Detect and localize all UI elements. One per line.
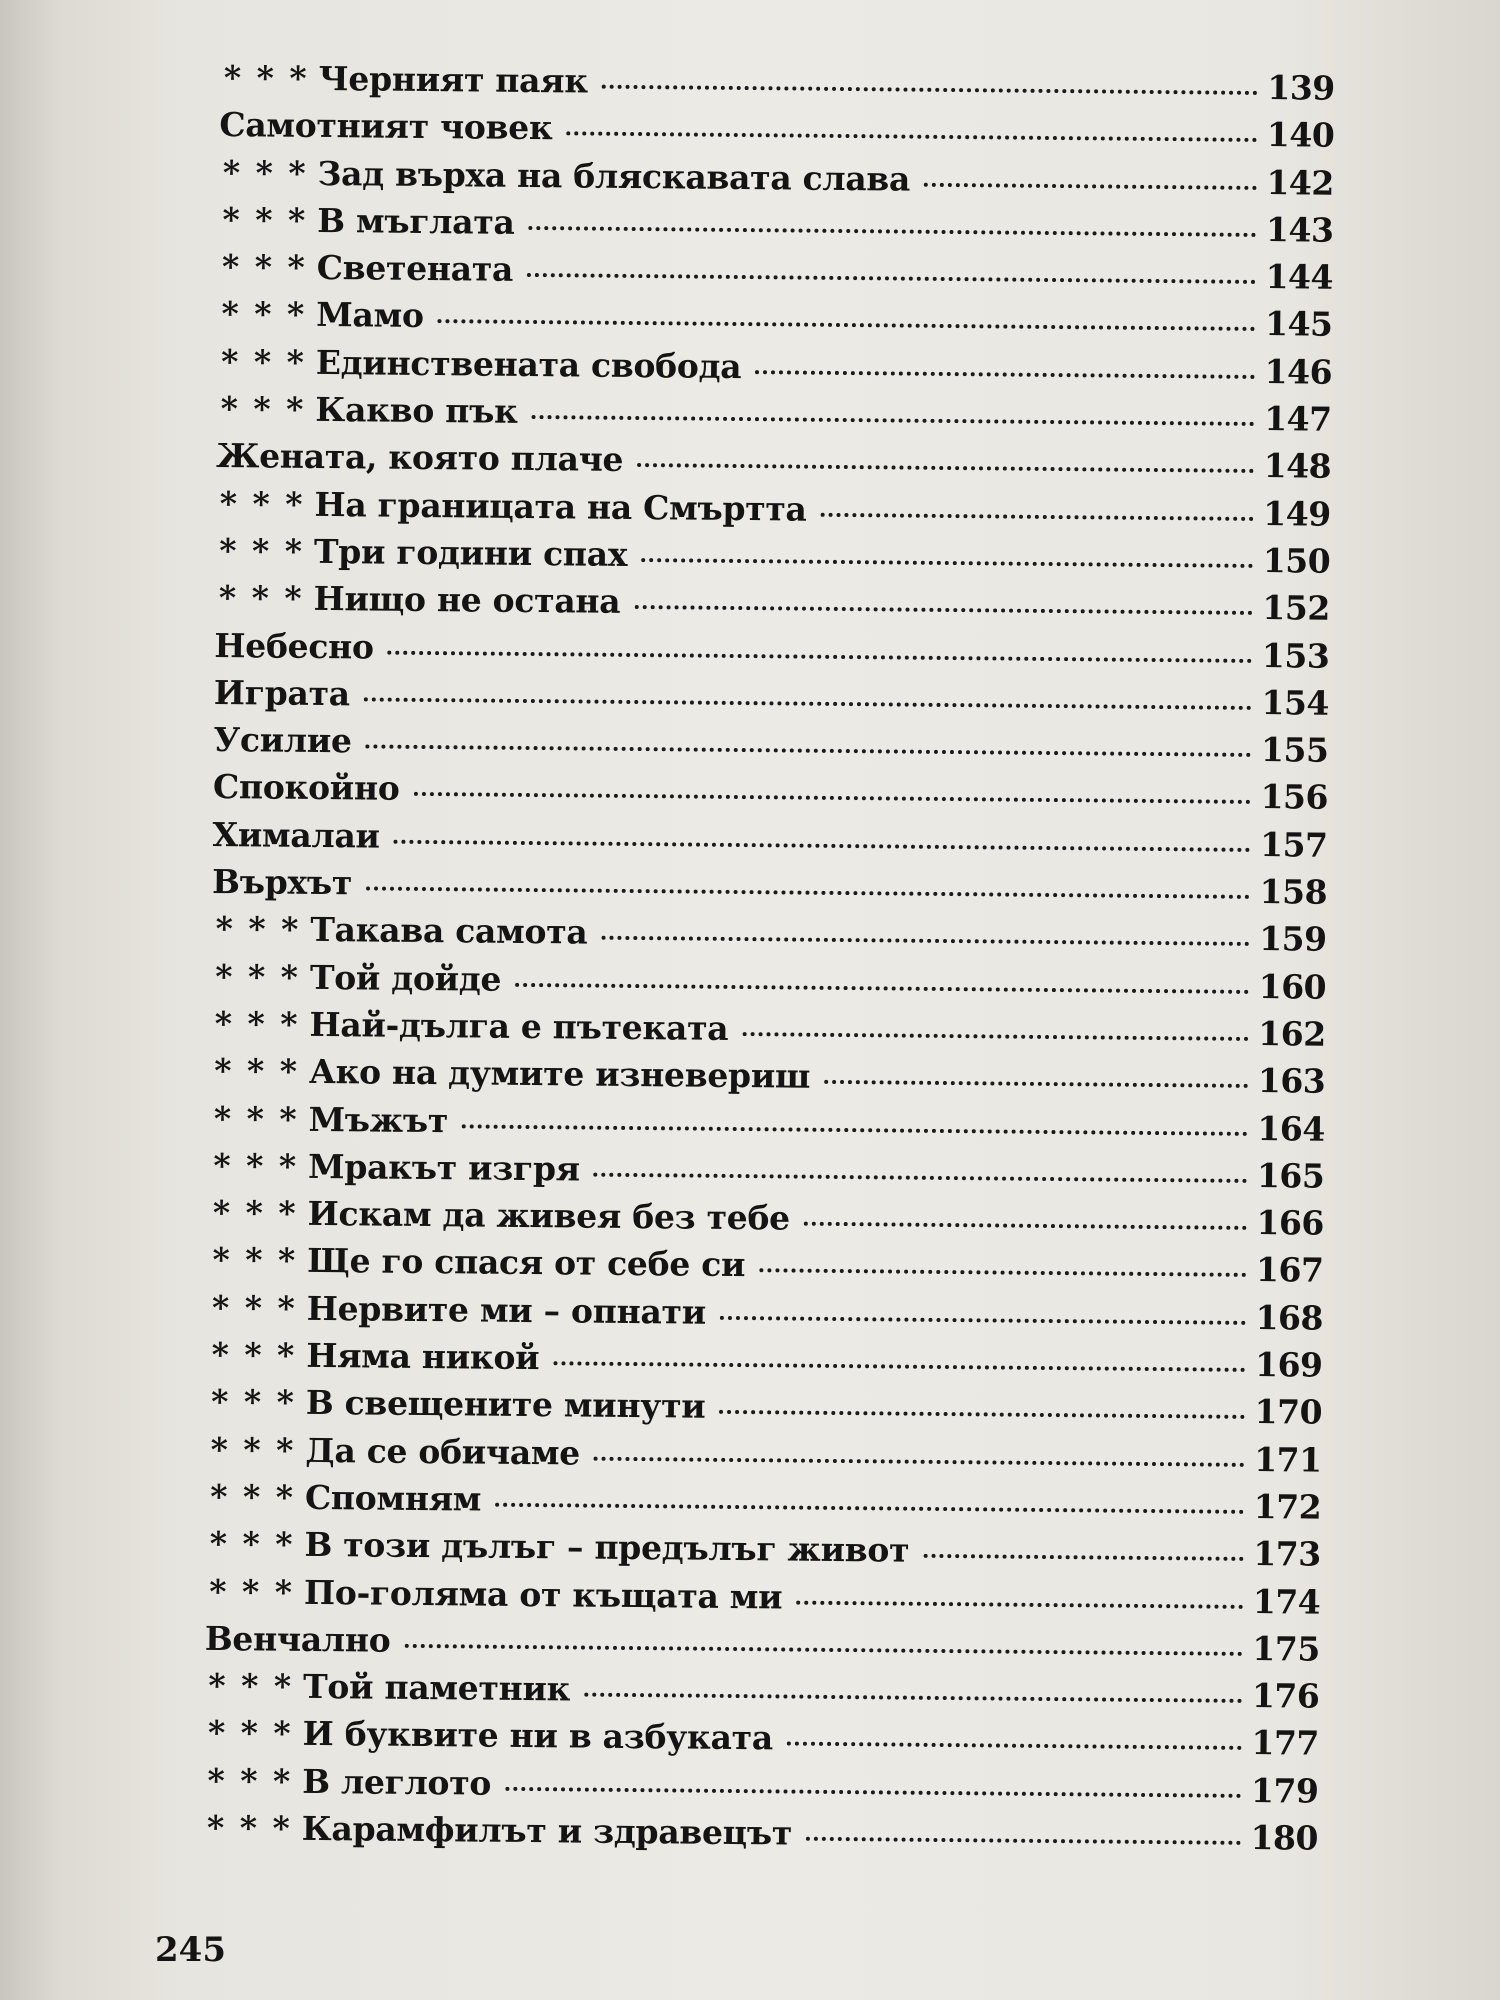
entry-stars: * * *: [212, 1193, 298, 1233]
entry-stars: * * *: [221, 294, 307, 335]
entry-page-number: 149: [1263, 493, 1331, 534]
entry-page-number: 152: [1262, 588, 1330, 628]
entry-stars: * * *: [207, 1713, 293, 1754]
dot-leader: [720, 1316, 1246, 1325]
dot-leader: [796, 1600, 1243, 1608]
entry-title: Играта: [213, 672, 350, 714]
entry-page-number: 148: [1263, 446, 1332, 487]
dot-leader: [366, 745, 1251, 757]
entry-title: Най-дълга е пътеката: [309, 1004, 729, 1048]
entry-title: Няма никой: [306, 1335, 540, 1378]
entry-title: Мъжът: [308, 1099, 449, 1140]
dot-leader: [637, 463, 1254, 473]
dot-leader: [742, 1032, 1248, 1041]
dot-leader: [495, 1503, 1244, 1514]
entry-page-number: 165: [1256, 1155, 1325, 1196]
entry-stars: * * *: [222, 152, 308, 193]
entry-page-number: 142: [1266, 162, 1335, 203]
entry-page-number: 164: [1257, 1108, 1325, 1149]
entry-stars: * * *: [209, 1571, 295, 1612]
entry-page-number: 166: [1256, 1203, 1325, 1243]
entry-stars: * * *: [209, 1524, 295, 1564]
entry-page-number: 158: [1259, 872, 1328, 912]
dot-leader: [787, 1742, 1242, 1750]
entry-page-number: 147: [1264, 399, 1332, 439]
table-of-contents: [203, 58, 1335, 1866]
entry-page-number: 139: [1267, 68, 1335, 108]
entry-page-number: 145: [1264, 304, 1333, 345]
entry-page-number: 180: [1250, 1817, 1319, 1858]
entry-title: В мъглата: [317, 200, 515, 242]
entry-stars: * * *: [215, 909, 301, 950]
entry-page-number: 162: [1258, 1013, 1326, 1054]
entry-page-number: 140: [1266, 115, 1335, 155]
entry-stars: * * *: [211, 1287, 297, 1328]
entry-title: Хималаи: [212, 814, 380, 856]
dot-leader: [634, 605, 1252, 615]
dot-leader: [601, 936, 1249, 946]
entry-title: Спокойно: [212, 767, 400, 809]
entry-stars: * * *: [220, 341, 307, 382]
entry-stars: * * *: [206, 1807, 292, 1848]
entry-stars: * * *: [212, 1240, 298, 1281]
entry-stars: * * *: [220, 389, 306, 429]
dot-leader: [821, 512, 1254, 520]
entry-stars: * * *: [221, 247, 307, 288]
entry-page-number: 159: [1259, 919, 1327, 960]
entry-title: На границата на Смъртта: [314, 484, 807, 529]
entry-title: Той паметник: [302, 1666, 571, 1709]
entry-title: В този дълъг – предълъг живот: [304, 1525, 910, 1570]
dot-leader: [515, 983, 1249, 994]
dot-leader: [364, 697, 1252, 710]
entry-page-number: 155: [1260, 730, 1329, 770]
entry-stars: * * *: [213, 1098, 299, 1139]
dot-leader: [527, 273, 1256, 284]
dot-leader: [528, 226, 1255, 237]
entry-page-number: 150: [1262, 541, 1331, 581]
entry-page-number: 146: [1264, 351, 1333, 392]
dot-leader: [719, 1410, 1244, 1419]
entry-title: Да се обичаме: [305, 1430, 581, 1473]
entry-page-number: 163: [1257, 1061, 1326, 1101]
dot-leader: [388, 650, 1252, 662]
entry-page-number: 173: [1253, 1534, 1321, 1574]
entry-page-number: 167: [1255, 1250, 1324, 1291]
dot-leader: [602, 85, 1258, 95]
dot-leader: [584, 1693, 1242, 1703]
dot-leader: [804, 1222, 1247, 1230]
entry-title: Единствената свобода: [315, 342, 742, 386]
entry-page-number: 169: [1254, 1345, 1323, 1385]
entry-page-number: 168: [1255, 1297, 1324, 1338]
dot-leader: [923, 1554, 1243, 1561]
entry-stars: * * *: [208, 1666, 294, 1706]
entry-stars: * * *: [213, 1145, 299, 1186]
dot-leader: [505, 1787, 1241, 1798]
entry-title: Искам да живея без тебе: [307, 1194, 791, 1238]
entry-page-number: 157: [1259, 824, 1328, 865]
dot-leader: [924, 182, 1256, 189]
entry-title: Жената, която плаче: [215, 436, 624, 480]
entry-title: Усилие: [213, 720, 352, 761]
dot-leader: [566, 132, 1256, 143]
dot-leader: [438, 320, 1255, 332]
entry-title: Върхът: [211, 862, 353, 903]
entry-title: Какво пък: [315, 390, 518, 431]
entry-stars: * * *: [214, 1003, 300, 1044]
dot-leader: [532, 415, 1255, 426]
entry-title: Той дойде: [309, 957, 502, 999]
dot-leader: [594, 1172, 1247, 1182]
entry-title: Спомням: [304, 1477, 482, 1519]
entry-title: Небесно: [214, 625, 374, 667]
entry-stars: * * *: [214, 1051, 300, 1092]
entry-title: Черният паяк: [318, 58, 589, 101]
dot-leader: [462, 1124, 1247, 1136]
entry-page-number: 175: [1252, 1628, 1320, 1669]
entry-stars: * * *: [211, 1334, 297, 1375]
dot-leader: [755, 370, 1254, 379]
entry-page-number: 153: [1261, 635, 1330, 676]
dot-leader: [759, 1269, 1246, 1278]
entry-stars: * * *: [207, 1760, 293, 1801]
entry-title: Нищо не остана: [313, 579, 621, 622]
entry-page-number: 176: [1251, 1676, 1320, 1716]
entry-title: И буквите ни в азбуката: [302, 1714, 774, 1758]
entry-stars: * * *: [214, 956, 301, 997]
entry-title: Венчално: [204, 1618, 391, 1660]
entry-page-number: 156: [1260, 777, 1329, 818]
entry-stars: * * *: [218, 578, 304, 619]
entry-page-number: 174: [1252, 1581, 1321, 1622]
dot-leader: [394, 839, 1250, 851]
entry-title: В леглото: [302, 1761, 492, 1803]
entry-stars: * * *: [222, 199, 308, 240]
entry-page-number: 154: [1261, 682, 1330, 723]
entry-stars: * * *: [210, 1382, 297, 1423]
entry-title: Зад върха на бляскавата слава: [317, 153, 911, 199]
entry-title: Мамо: [316, 295, 424, 336]
dot-leader: [824, 1080, 1248, 1088]
entry-page-number: 177: [1251, 1723, 1320, 1764]
entry-title: Ако на думите изневериш: [308, 1052, 811, 1096]
entry-stars: * * *: [219, 483, 305, 524]
entry-title: Мракът изгря: [307, 1146, 580, 1189]
entry-title: По-голяма от къщата ми: [303, 1572, 783, 1616]
entry-title: Карамфилът и здравецът: [301, 1808, 793, 1853]
entry-page-number: 170: [1254, 1392, 1323, 1432]
entry-stars: * * *: [210, 1429, 296, 1470]
entry-title: Светената: [316, 248, 514, 290]
entry-title: В свещените минути: [305, 1383, 706, 1427]
entry-page-number: 160: [1258, 966, 1327, 1007]
entry-stars: * * *: [210, 1476, 296, 1517]
dot-leader: [553, 1361, 1245, 1372]
toc-entry: [203, 1808, 1318, 1866]
dot-leader: [806, 1837, 1241, 1845]
dot-leader: [366, 886, 1250, 898]
entry-stars: * * *: [223, 58, 309, 98]
entry-title: Три години спах: [313, 531, 628, 574]
entry-page-number: 179: [1250, 1770, 1319, 1811]
dot-leader: [641, 558, 1253, 568]
entry-page-number: 144: [1265, 257, 1334, 297]
entry-page-number: 171: [1254, 1439, 1322, 1480]
dot-leader: [404, 1644, 1242, 1656]
entry-title: Ще го спася от себе си: [307, 1241, 746, 1285]
page-number: 245: [155, 1930, 226, 1970]
entry-title: Нервите ми – опнати: [306, 1288, 707, 1332]
dot-leader: [413, 792, 1250, 804]
entry-title: Такава самота: [310, 910, 588, 952]
entry-title: Самотният човек: [219, 105, 553, 148]
entry-page-number: 172: [1253, 1486, 1322, 1527]
entry-page-number: 143: [1265, 209, 1334, 250]
dot-leader: [594, 1456, 1244, 1466]
entry-stars: * * *: [219, 530, 305, 571]
